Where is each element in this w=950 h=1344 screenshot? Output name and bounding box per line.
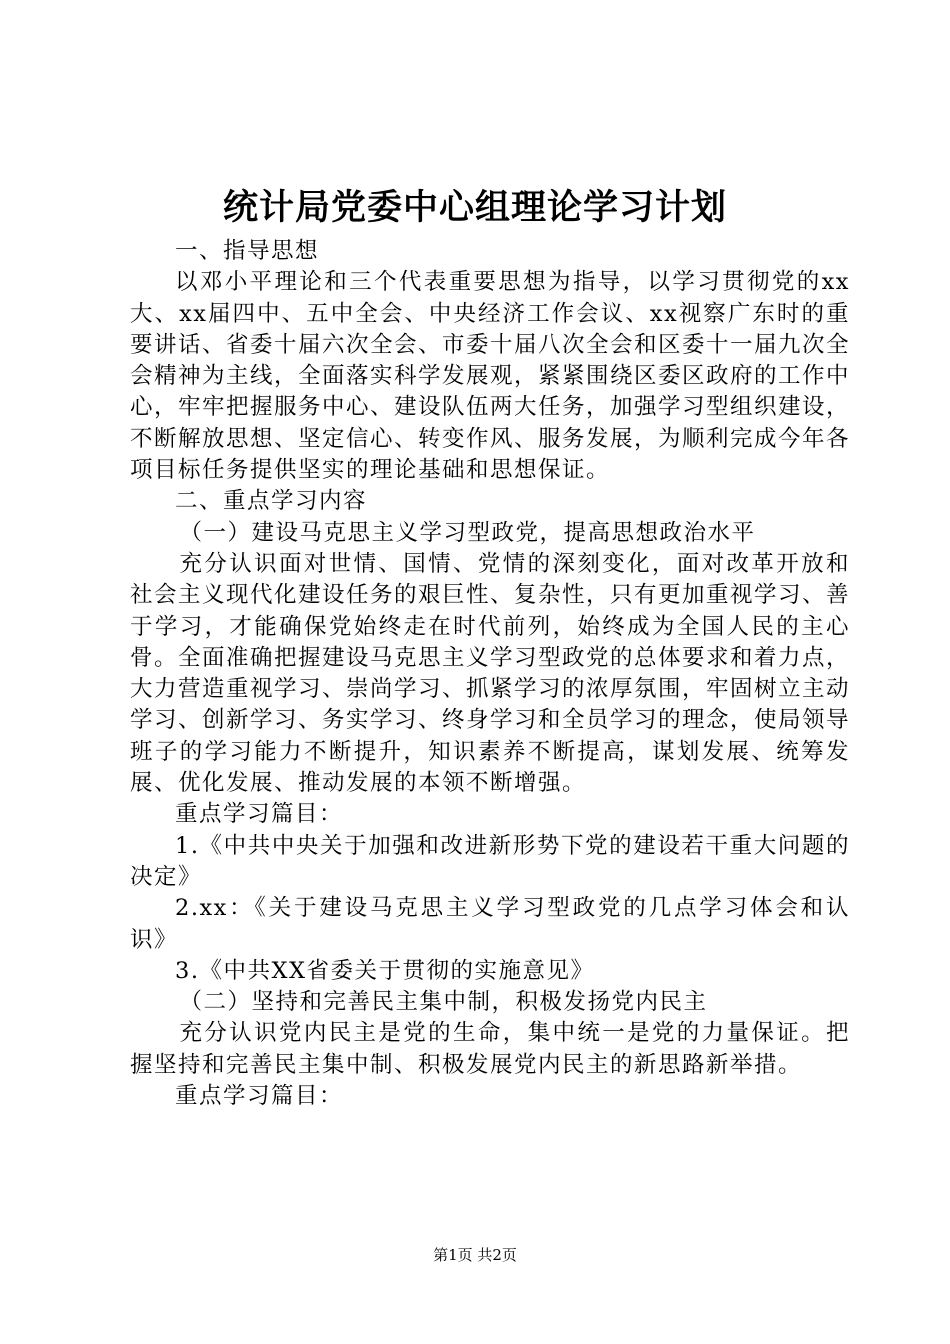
reading-item-2: 2.xx：《关于建设马克思主义学习型政党的几点学习体会和认识》 bbox=[130, 895, 850, 953]
reading-item-1: 1.《中共中央关于加强和改进新形势下党的建设若干重大问题的决定》 bbox=[130, 832, 850, 890]
key-readings-label-2: 重点学习篇目： bbox=[175, 1083, 344, 1110]
page-footer: 第1页 共2页 bbox=[433, 1246, 517, 1264]
document-body bbox=[130, 236, 850, 1112]
paragraph-guiding-thought: 以邓小平理论和三个代表重要思想为指导，以学习贯彻党的xx大、xx届四中、五中全会、中央经济工作会议、xx视察广东时的重要讲话、省委十届六次全会、市委十届八次全会和区委十一届九次全会精神为主线，全面落实科学发展观，紧紧围绕区委区政府的工作中心，牢牢把握服务中心、建设队伍两大任务，加强学习型组织建设，不断解放思想、坚定信心、转变作风、服务发展，为顺利完成今年各项目标任务提供坚实的理论基础和思想保证。 bbox=[130, 269, 851, 484]
section-heading-guiding-thought: 一、指导思想 bbox=[175, 238, 320, 264]
reading-item-3: 3.《中共XX省委关于贯彻的实施意见》 bbox=[175, 957, 595, 984]
document-title: 统计局党委中心组理论学习计划 bbox=[222, 187, 727, 228]
paragraph-subsection-1: 充分认识面对世情、国情、党情的深刻变化，面对改革开放和社会主义现代化建设任务的艰巨性、复杂性，只有更加重视学习、善于学习，才能确保党始终走在时代前列，始终成为全国人民的主心骨。全面准确把握建设马克思主义学习型政党的总体要求和着力点，大力营造重视学习、崇尚学习、抓紧学习的浓厚氛围，牢固树立主动学习、创新学习、务实学习、终身学习和全员学习的理念，使局领导班子的学习能力不断提升，知识素养不断提高，谋划发展、统筹发展、优化发展、推动发展的本领不断增强。 bbox=[130, 550, 851, 797]
key-readings-label-1: 重点学习篇目： bbox=[175, 801, 344, 828]
paragraph-subsection-2: 充分认识党内民主是党的生命，集中统一是党的力量保证。把握坚持和完善民主集中制、积极发展党内民主的新思路新举措。 bbox=[130, 1020, 850, 1078]
subsection-heading-2: （二）坚持和完善民主集中制，积极发扬党内民主 bbox=[179, 989, 708, 1016]
section-heading-key-content: 二、重点学习内容 bbox=[175, 488, 368, 515]
subsection-heading-1: （一）建设马克思主义学习型政党，提高思想政治水平 bbox=[179, 519, 756, 546]
